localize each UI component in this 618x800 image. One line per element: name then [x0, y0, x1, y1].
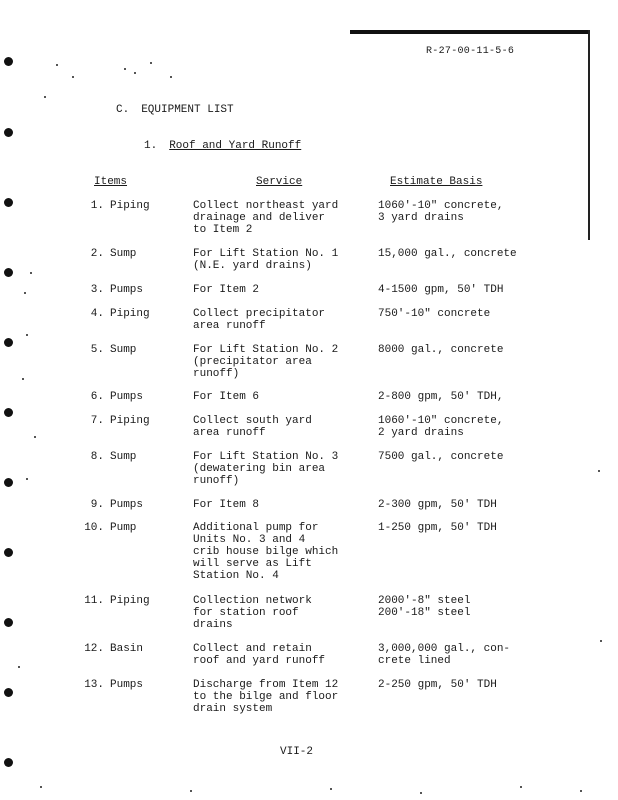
scan-speck: [30, 272, 32, 274]
row-item: Pumps: [110, 284, 144, 296]
row-service: Collect and retain roof and yard runoff: [193, 643, 326, 667]
scan-speck: [26, 478, 28, 480]
row-item: Sump: [110, 248, 137, 260]
row-service: Collect northeast yard drainage and deliver to Item 2: [193, 200, 339, 236]
row-item: Piping: [110, 415, 150, 427]
row-item: Piping: [110, 200, 150, 212]
row-number: 11.: [84, 595, 104, 607]
scan-speck: [580, 790, 582, 792]
row-service: Additional pump for Units No. 3 and 4 crib house bilge which will serve as Lift Station No. 4: [193, 522, 339, 582]
scan-speck: [190, 790, 192, 792]
scan-speck: [40, 786, 42, 788]
scan-speck: [598, 470, 600, 472]
row-basis: 1060'-10" concrete, 3 yard drains: [378, 200, 504, 224]
scan-speck: [44, 96, 46, 98]
scan-speck: [134, 72, 136, 74]
row-service: Collection network for station roof drains: [193, 595, 312, 631]
punch-hole: [4, 758, 13, 767]
row-service: Collect south yard area runoff: [193, 415, 312, 439]
row-service: For Item 2: [193, 284, 260, 296]
scan-speck: [170, 76, 172, 78]
row-basis: 2-300 gpm, 50' TDH: [378, 499, 497, 511]
row-number: 8.: [90, 451, 104, 463]
section-title: EQUIPMENT LIST: [141, 104, 234, 116]
row-item: Piping: [110, 595, 150, 607]
punch-hole: [4, 478, 13, 487]
scan-speck: [18, 666, 20, 668]
row-service: For Lift Station No. 2 (precipitator area runoff): [193, 344, 339, 380]
header-rule: [350, 30, 590, 34]
row-basis: 3,000,000 gal., con- crete lined: [378, 643, 511, 667]
row-item: Basin: [110, 643, 144, 655]
row-basis: 1060'-10" concrete, 2 yard drains: [378, 415, 504, 439]
punch-hole: [4, 268, 13, 277]
column-header-basis: Estimate Basis: [390, 176, 483, 188]
row-number: 1.: [90, 200, 104, 212]
row-basis: 2000'-8" steel 200'-18" steel: [378, 595, 471, 619]
row-basis: 2-800 gpm, 50' TDH,: [378, 391, 504, 403]
row-service: For Lift Station No. 1 (N.E. yard drains): [193, 248, 339, 272]
scan-speck: [72, 76, 74, 78]
row-number: 5.: [90, 344, 104, 356]
row-basis: 1-250 gpm, 50' TDH: [378, 522, 497, 534]
punch-hole: [4, 548, 13, 557]
subsection-number: 1.: [144, 140, 158, 152]
row-number: 4.: [90, 308, 104, 320]
scan-speck: [124, 68, 126, 70]
punch-hole: [4, 688, 13, 697]
row-service: For Lift Station No. 3 (dewatering bin area runoff): [193, 451, 339, 487]
punch-hole: [4, 618, 13, 627]
scan-speck: [22, 378, 24, 380]
punch-hole: [4, 198, 13, 207]
row-basis: 2-250 gpm, 50' TDH: [378, 679, 497, 691]
punch-hole: [4, 338, 13, 347]
punch-hole: [4, 128, 13, 137]
scan-speck: [56, 64, 58, 66]
row-item: Pumps: [110, 391, 144, 403]
scan-speck: [600, 640, 602, 642]
scan-speck: [24, 292, 26, 294]
row-service: Collect precipitator area runoff: [193, 308, 326, 332]
page-number: VII-2: [280, 746, 314, 758]
row-number: 10.: [84, 522, 104, 534]
scan-speck: [150, 62, 152, 64]
document-id: R-27-00-11-5-6: [426, 46, 515, 57]
row-number: 2.: [90, 248, 104, 260]
row-item: Pump: [110, 522, 137, 534]
column-header-service: Service: [256, 176, 303, 188]
row-basis: 15,000 gal., concrete: [378, 248, 517, 260]
section-heading: [116, 104, 246, 116]
row-item: Piping: [110, 308, 150, 320]
subsection-heading: [144, 140, 301, 152]
scan-speck: [26, 334, 28, 336]
row-number: 12.: [84, 643, 104, 655]
row-basis: 8000 gal., concrete: [378, 344, 504, 356]
row-number: 9.: [90, 499, 104, 511]
row-number: 7.: [90, 415, 104, 427]
row-number: 6.: [90, 391, 104, 403]
scan-speck: [34, 436, 36, 438]
row-basis: 7500 gal., concrete: [378, 451, 504, 463]
scan-speck: [520, 786, 522, 788]
row-basis: 4-1500 gpm, 50' TDH: [378, 284, 504, 296]
punch-hole: [4, 408, 13, 417]
margin-rule: [588, 30, 590, 240]
row-basis: 750'-10" concrete: [378, 308, 491, 320]
row-service: For Item 8: [193, 499, 260, 511]
row-number: 13.: [84, 679, 104, 691]
row-number: 3.: [90, 284, 104, 296]
row-item: Pumps: [110, 679, 144, 691]
row-item: Pumps: [110, 499, 144, 511]
row-service: Discharge from Item 12 to the bilge and floor drain system: [193, 679, 339, 715]
row-item: Sump: [110, 344, 137, 356]
scan-speck: [330, 788, 332, 790]
subsection-title: Roof and Yard Runoff: [169, 140, 302, 152]
column-header-items: Items: [94, 176, 128, 188]
row-item: Sump: [110, 451, 137, 463]
row-service: For Item 6: [193, 391, 260, 403]
scan-speck: [420, 792, 422, 794]
punch-hole: [4, 57, 13, 66]
section-letter: C.: [116, 104, 130, 116]
